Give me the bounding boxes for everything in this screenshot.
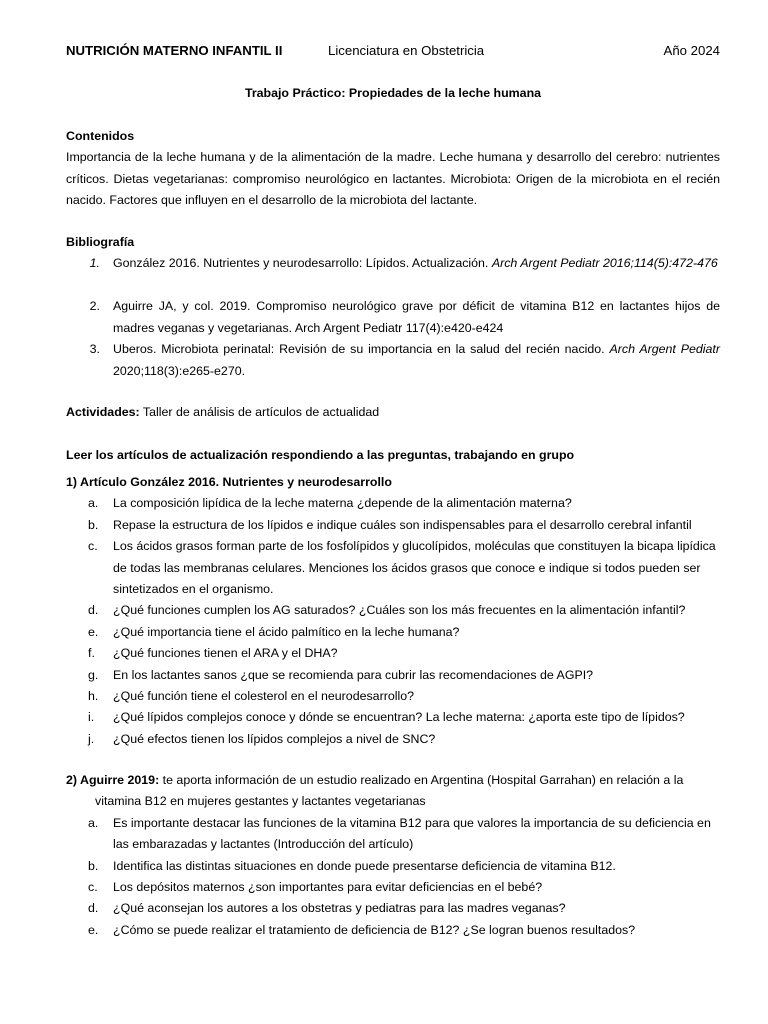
document-title: Trabajo Práctico: Propiedades de la leche humana [244, 86, 542, 100]
question-letter: d. [88, 901, 99, 916]
question-text: ¿Qué función tiene el colesterol en el neurodesarrollo? [113, 688, 414, 703]
actividades-line [66, 402, 720, 423]
article1-heading: 1) Artículo González 2016. Nutrientes y neurodesarrollo [66, 475, 392, 489]
question-letter: a. [88, 815, 99, 830]
question-letter: c. [88, 880, 98, 894]
bibliography-text-plain: Uberos. Microbiota perinatal: Revisión de su importancia en la salud del recién nacido. [113, 342, 610, 357]
contenidos-text: Importancia de la leche humana y de la alimentación de la madre. Leche humana y desarrollo del cerebro: nutrientes críticos. Dietas vegetarianas: compromiso neurológico en lactantes. Microbiota: Origen de la microbiota en el recién nacido. Factores que influyen en el desarrollo de la microbiota del lactante. [66, 150, 720, 208]
question-item [66, 813, 720, 856]
question-letter: e. [88, 922, 99, 937]
bibliography-item [66, 339, 720, 382]
question-item [66, 856, 720, 877]
actividades-text: Taller de análisis de artículos de actualidad [139, 405, 380, 419]
question-text: Los ácidos grasos forman parte de los fosfolípidos y glucolípidos, moléculas que constituyen la bicapa lipídica de todas las membranas celulares. Menciones los ácidos grasos que conoce e indique si todos pueden ser sintetizados en el organismo. [113, 539, 716, 596]
contenidos-section [66, 126, 720, 212]
bibliografia-heading: Bibliografía [66, 235, 135, 249]
article2-label: 2) Aguirre 2019: [66, 773, 160, 787]
question-text: ¿Qué funciones tienen el ARA y el DHA? [113, 646, 338, 661]
bibliography-number: 3. [89, 342, 100, 357]
article2-intro [66, 770, 720, 791]
question-text: ¿Cómo se puede realizar el tratamiento de deficiencia de B12? ¿Se logran buenos resultados? [113, 922, 636, 937]
question-item [66, 898, 720, 919]
article1-section [66, 472, 720, 750]
question-item [66, 686, 720, 707]
question-text: Identifica las distintas situaciones en donde puede presentarse deficiencia de vitamina B12. [113, 858, 616, 873]
bibliography-journal: Arch Argent Pediatr 2016;114(5):472-476 [491, 256, 718, 271]
bibliography-item [66, 253, 720, 296]
question-letter: h. [88, 688, 99, 703]
bibliography-item [66, 296, 720, 339]
bibliography-text-plain: González 2016. Nutrientes y neurodesarrollo: Lípidos. Actualización. [113, 256, 492, 271]
bibliografia-section [66, 232, 720, 382]
program-name: Licenciatura en Obstetricia [328, 43, 485, 58]
question-item [66, 643, 720, 664]
article2-questions [66, 813, 720, 941]
question-text: ¿Qué aconsejan los autores a los obstetras y pediatras para las madres veganas? [113, 901, 566, 916]
question-text: La composición lipídica de la leche materna ¿depende de la alimentación materna? [113, 496, 572, 511]
question-letter: i. [88, 710, 95, 725]
bibliography-text-plain: Aguirre JA, y col. 2019. Compromiso neurológico grave por déficit de vitamina B12 en lactantes hijos de madres veganas y vegetarianas. Arch Argent Pediatr 117(4):e420-e424 [113, 299, 720, 335]
year: Año 2024 [663, 43, 720, 58]
page-header [66, 43, 720, 61]
bibliography-number: 1. [89, 256, 100, 271]
question-item [66, 707, 720, 728]
question-item [66, 665, 720, 686]
question-item [66, 515, 720, 536]
question-item [66, 600, 720, 621]
question-text: En los lactantes sanos ¿que se recomienda para cubrir las recomendaciones de AGPI? [113, 667, 594, 682]
question-text: Repase la estructura de los lípidos e indique cuáles son indispensables para el desarrollo cerebral infantil [113, 517, 692, 532]
question-letter: a. [88, 496, 99, 511]
question-item [66, 729, 720, 750]
question-text: ¿Qué efectos tienen los lípidos complejos a nivel de SNC? [113, 731, 436, 746]
question-letter: e. [88, 624, 99, 639]
question-letter: g. [88, 667, 99, 682]
question-letter: d. [88, 603, 99, 618]
course-name: NUTRICIÓN MATERNO INFANTIL II [66, 43, 283, 58]
question-letter: f. [88, 646, 95, 661]
question-item [66, 920, 720, 941]
bibliography-number: 2. [89, 299, 100, 314]
question-text: ¿Qué importancia tiene el ácido palmítico en la leche humana? [113, 624, 460, 639]
question-text: ¿Qué lípidos complejos conoce y dónde se encuentran? La leche materna: ¿aporta este tipo de lípidos? [113, 710, 685, 725]
actividades-label: Actividades: [66, 405, 140, 419]
question-letter: b. [88, 858, 99, 873]
bibliography-text [113, 296, 720, 339]
article2-section [66, 770, 720, 941]
question-letter: c. [88, 539, 98, 554]
instruction: Leer los artículos de actualización respondiendo a las preguntas, trabajando en grupo [66, 448, 575, 462]
article2-intro-line1: te aporta información de un estudio realizado en Argentina (Hospital Garrahan) en relación a la [159, 773, 684, 787]
question-item [66, 493, 720, 514]
question-text: Los depósitos maternos ¿son importantes para evitar deficiencias en el bebé? [113, 880, 543, 894]
bibliography-journal: Arch Argent Pediatr [609, 342, 720, 357]
bibliography-text-tail: 2020;118(3):e265-e270. [113, 363, 246, 378]
question-text: Es importante destacar las funciones de la vitamina B12 para que valores la importancia de su deficiencia en las embarazadas y lactantes (Introducción del artículo) [113, 815, 711, 852]
article2-intro-line2: vitamina B12 en mujeres gestantes y lactantes vegetarianas [95, 794, 426, 809]
question-item [66, 536, 720, 600]
question-letter: b. [88, 517, 99, 532]
bibliography-text [113, 339, 720, 382]
question-item [66, 622, 720, 643]
bibliography-text [113, 253, 720, 274]
article1-questions [66, 493, 720, 750]
question-item [66, 877, 720, 898]
contenidos-heading: Contenidos [66, 129, 135, 143]
question-letter: j. [88, 731, 95, 746]
question-text: ¿Qué funciones cumplen los AG saturados? ¿Cuáles son los más frecuentes en la alimentación infantil? [113, 603, 686, 618]
